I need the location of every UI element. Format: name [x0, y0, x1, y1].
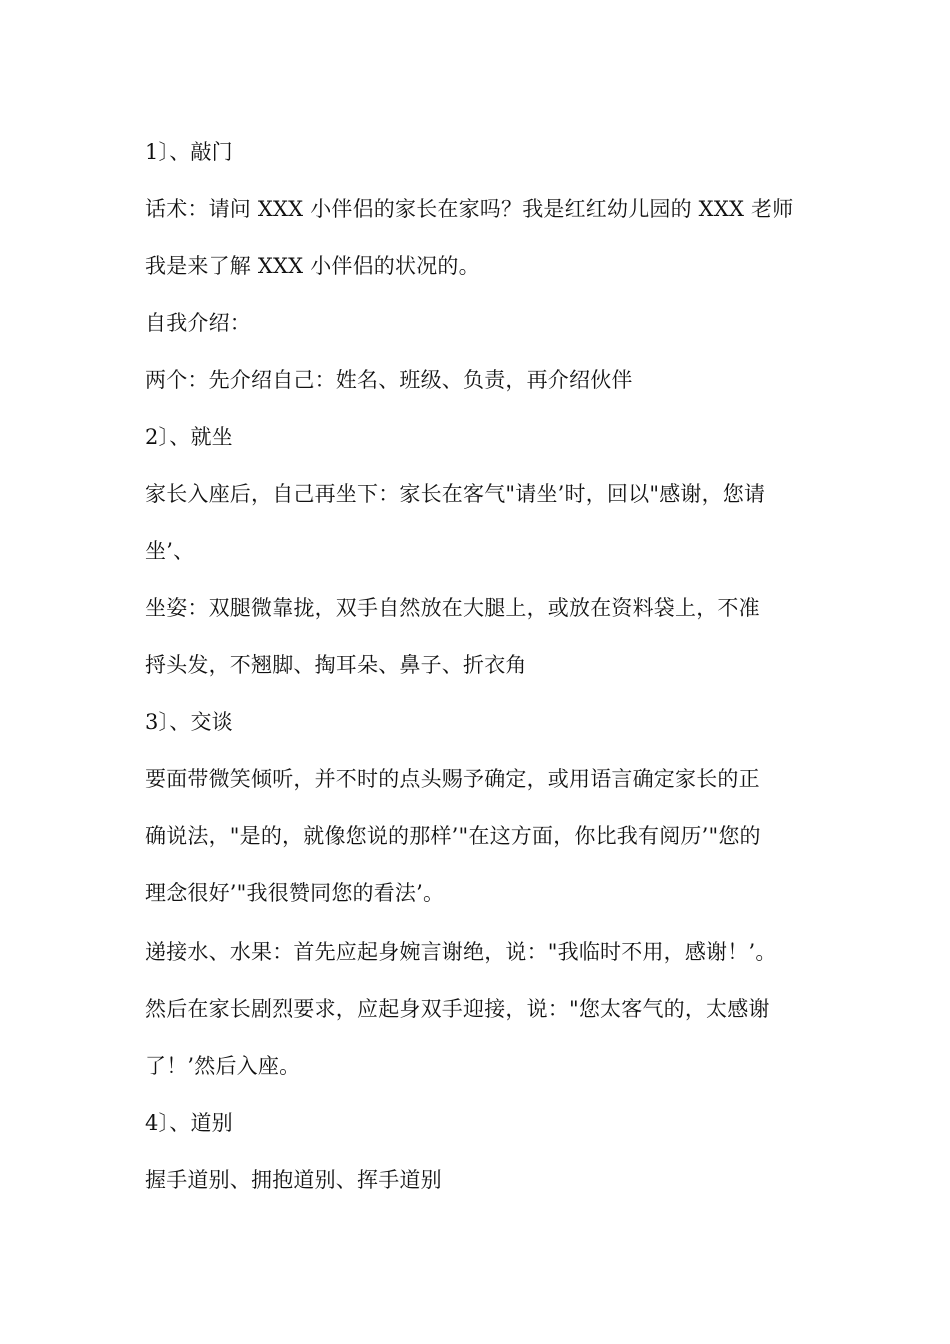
section-heading-farewell: 4〕、道别: [145, 1111, 233, 1135]
paragraph-line: 递接水、水果：首先应起身婉言谢绝，说："我临时不用，感谢！’。: [145, 940, 777, 964]
paragraph-line: 然后在家长剧烈要求，应起身双手迎接，说："您太客气的，太感谢: [145, 997, 770, 1021]
section-heading-knock: 1〕、敲门: [145, 140, 233, 164]
paragraph-line: 我是来了解 XXX 小伴侣的状况的。: [145, 254, 480, 278]
paragraph-line: 要面带微笑倾听，并不时的点头赐予确定，或用语言确定家长的正: [145, 767, 760, 791]
paragraph-line: 坐’、: [145, 539, 195, 563]
section-heading-sit: 2〕、就坐: [145, 425, 233, 449]
paragraph-line: 确说法，"是的，就像您说的那样’"在这方面，你比我有阅历’"您的: [145, 824, 761, 848]
paragraph-line: 自我介绍：: [145, 311, 251, 335]
section-heading-talk: 3〕、交谈: [145, 710, 233, 734]
paragraph-line: 两个：先介绍自己：姓名、班级、负责，再介绍伙伴: [145, 368, 633, 392]
paragraph-line: 坐姿：双腿微靠拢，双手自然放在大腿上，或放在资料袋上，不准: [145, 596, 760, 620]
paragraph-line: 理念很好’"我很赞同您的看法’。: [145, 881, 445, 905]
paragraph-line: 了！’然后入座。: [145, 1054, 301, 1078]
paragraph-line: 话术：请问 XXX 小伴侣的家长在家吗？我是红红幼儿园的 XXX 老师: [145, 197, 794, 221]
paragraph-line: 捋头发，不翘脚、掏耳朵、鼻子、折衣角: [145, 653, 527, 677]
paragraph-line: 握手道别、拥抱道别、挥手道别: [145, 1168, 442, 1192]
paragraph-line: 家长入座后，自己再坐下：家长在客气"请坐’时，回以"感谢，您请: [145, 482, 766, 506]
